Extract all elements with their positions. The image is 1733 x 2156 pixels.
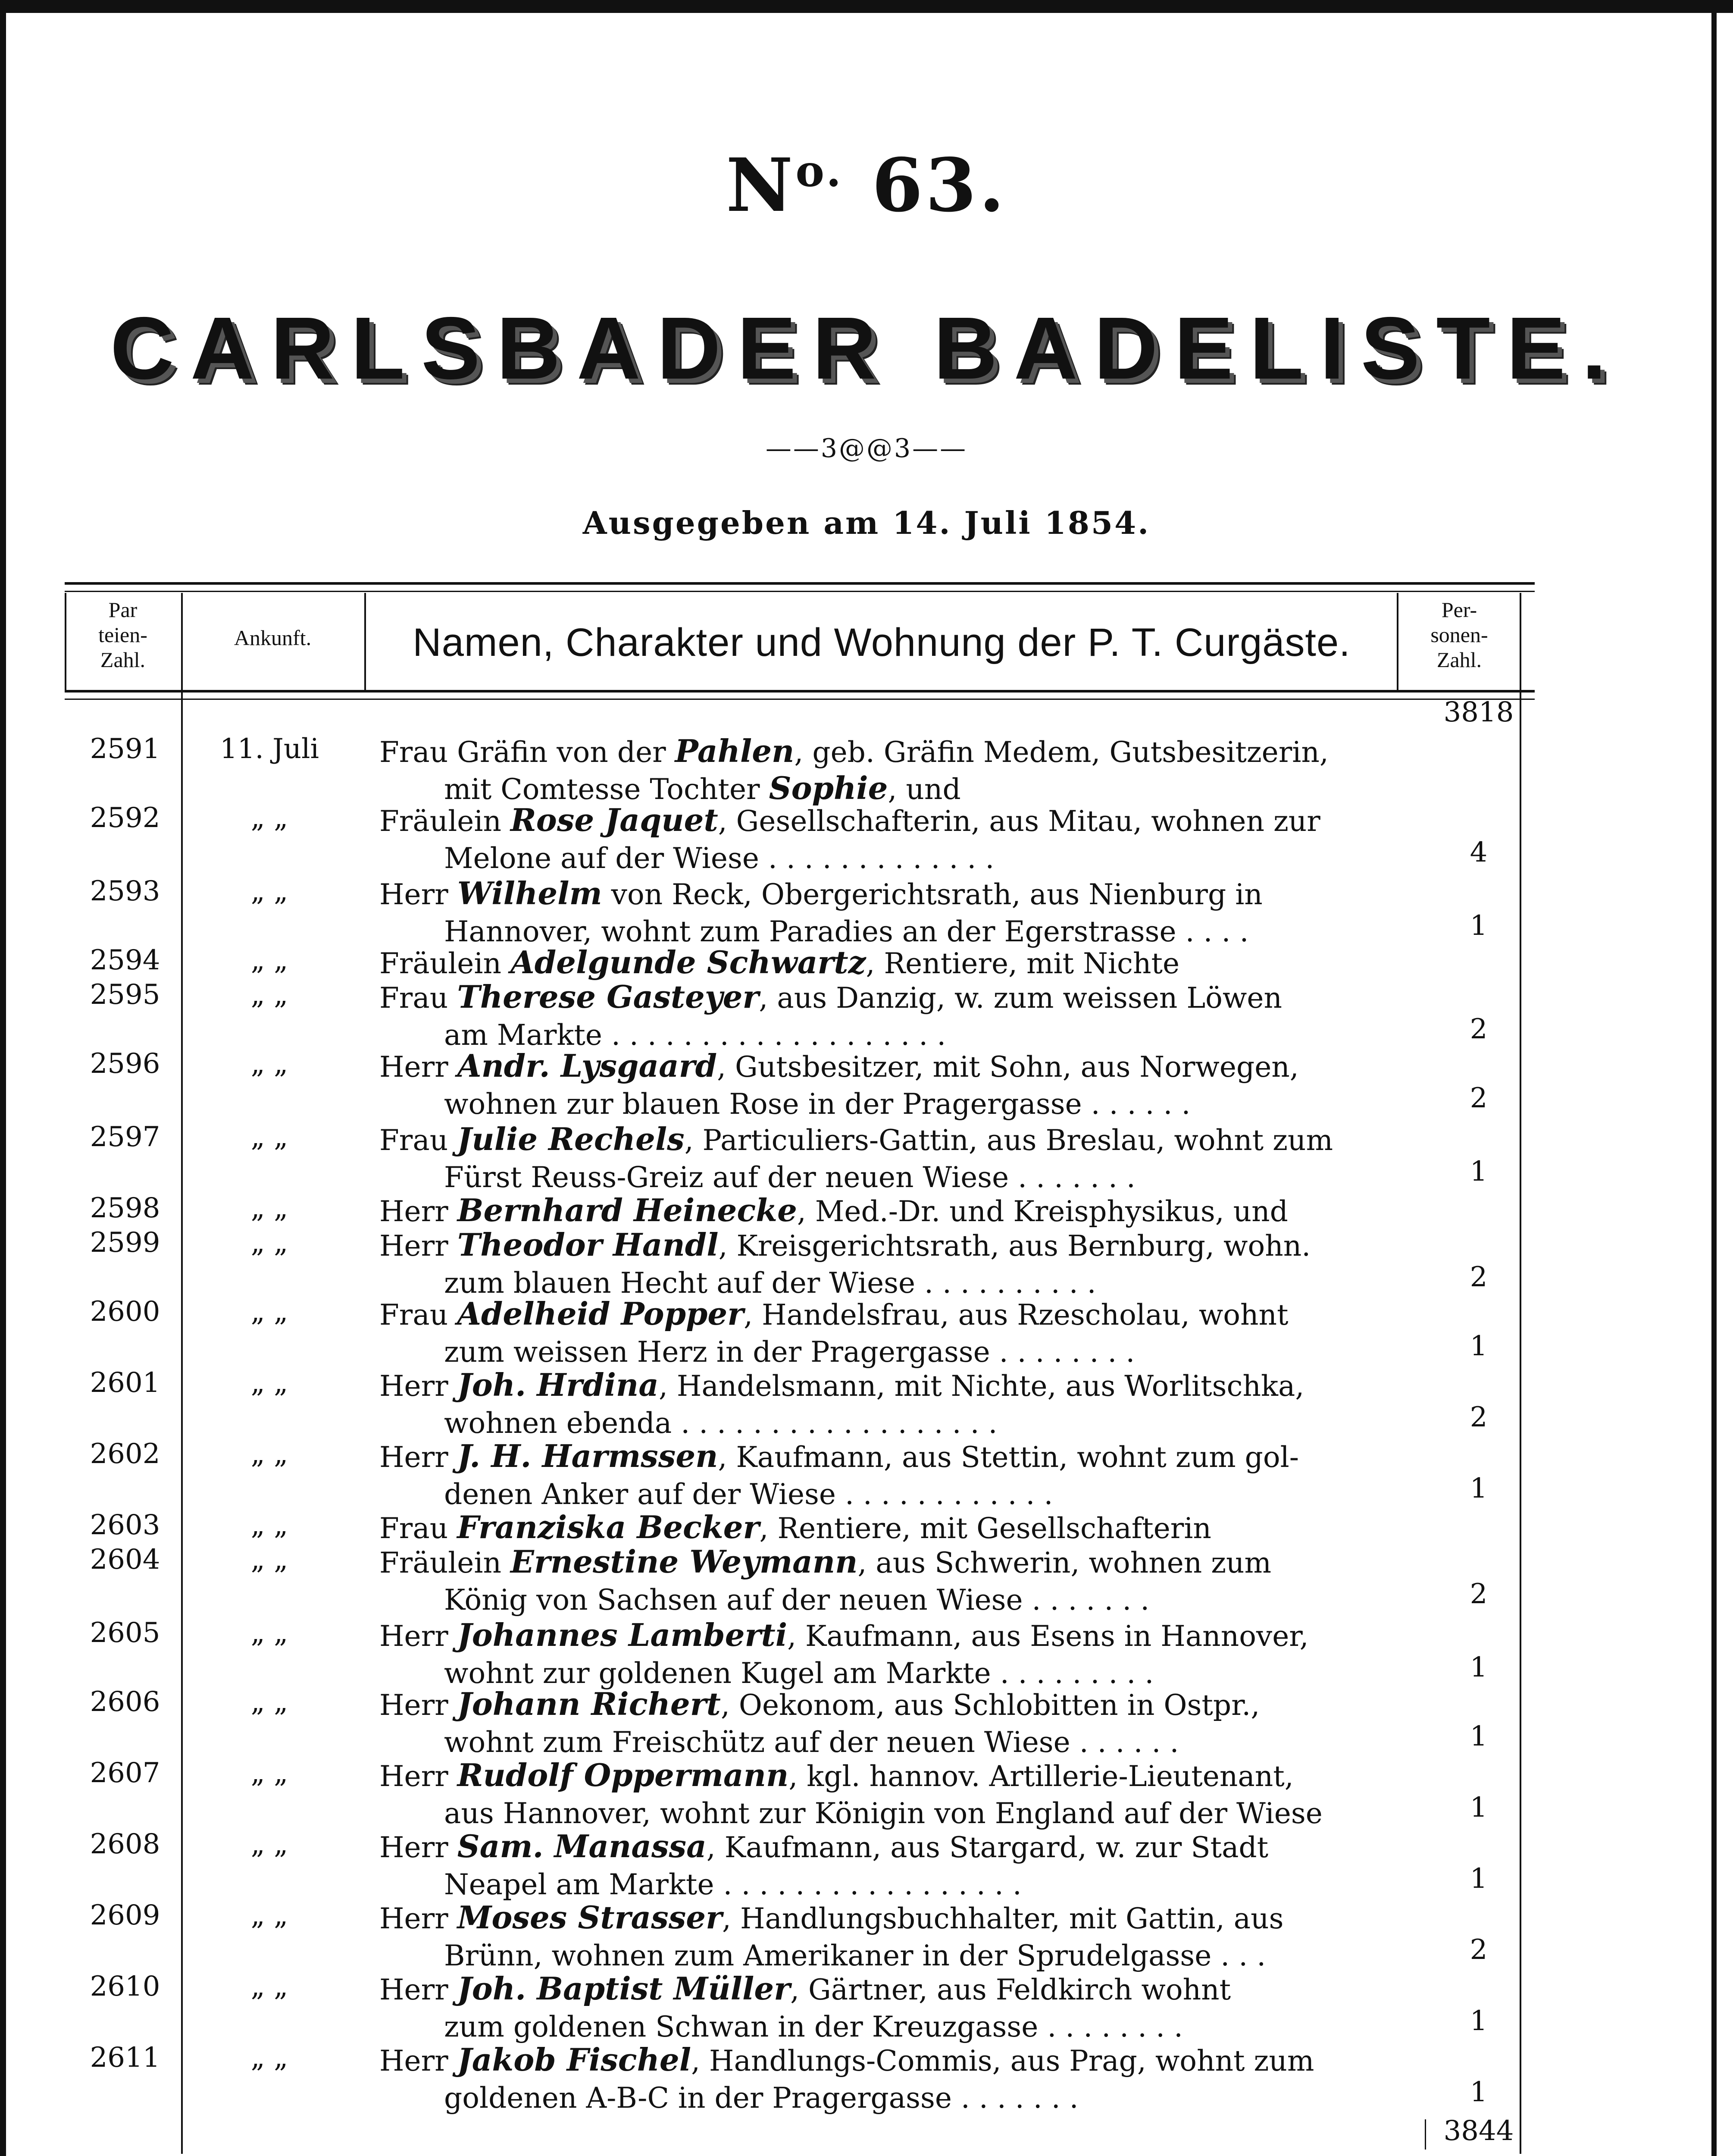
arrival-date: „ „ <box>250 1617 288 1649</box>
arrival-date: „ „ <box>250 1686 288 1718</box>
guest-residence: denen Anker auf der Wiese <box>444 1478 836 1511</box>
guest-description <box>379 875 1371 950</box>
guest-residence: zum weissen Herz in der Pragergasse <box>444 1335 990 1369</box>
person-count: 2 <box>1470 1013 1488 1045</box>
guest-title: Herr <box>379 1831 457 1864</box>
guest-details-line2 <box>379 1404 1371 1441</box>
guest-name: Joh. Baptist Müller <box>457 1970 791 2007</box>
arrival-date: „ „ <box>250 1971 288 2002</box>
guest-title: Frau <box>379 1512 457 1545</box>
guest-details-end: . . . . . . <box>1070 1726 1179 1759</box>
issue-number-value: 63. <box>872 142 1007 229</box>
guest-title: Herr <box>379 1973 457 2006</box>
party-number: 2599 <box>90 1227 160 1259</box>
guest-description <box>379 1296 1371 1370</box>
guest-details-line2 <box>379 1581 1371 1618</box>
guest-title: Herr <box>379 1195 457 1228</box>
issue-date: Ausgegeben am 14. Juli 1854. <box>582 505 1151 541</box>
guest-residence: wohnen ebenda <box>444 1407 672 1440</box>
guest-details-line2 <box>379 1937 1371 1974</box>
arrival-date: „ „ <box>250 1828 288 1860</box>
person-count: 1 <box>1470 1863 1488 1895</box>
guest-description <box>379 1544 1371 1618</box>
person-count: 1 <box>1470 1156 1488 1188</box>
person-count: 1 <box>1470 2076 1488 2108</box>
party-number: 2609 <box>90 1899 160 1931</box>
guest-details: , Gärtner, aus Feldkirch wohnt <box>790 1973 1231 2006</box>
guest-description <box>379 1438 1371 1512</box>
arrival-date: 11. Juli <box>220 733 319 765</box>
party-number: 2611 <box>90 2042 160 2074</box>
arrival-date: „ „ <box>250 1899 288 1931</box>
guest-title: Herr <box>379 1760 457 1793</box>
guest-name: Theodor Handl <box>457 1226 719 1263</box>
guest-description <box>379 802 1371 876</box>
guest-name: Moses Strasser <box>457 1899 723 1936</box>
guest-residence: goldenen A-B-C in der Pragergasse <box>444 2081 952 2115</box>
issue-no-sup: o. <box>795 145 844 197</box>
guest-details: , Kaufmann, aus Stargard, w. zur Stadt <box>706 1831 1269 1864</box>
party-number: 2597 <box>90 1121 160 1153</box>
col-header-persons-l1: Per- <box>1441 598 1477 622</box>
guest-title: Frau <box>379 1124 457 1157</box>
guest-details: von Reck, Obergerichtsrath, aus Nienburg in <box>602 878 1263 911</box>
guest-residence: Brünn, wohnen zum Amerikaner in der Sprudelgasse <box>444 1939 1212 1972</box>
arrival-date: „ „ <box>250 1227 288 1259</box>
col-header-party-l1: Par <box>108 598 138 622</box>
guest-name: Ernestine Weymann <box>510 1543 858 1580</box>
party-number: 2607 <box>90 1757 160 1789</box>
guest-title: Herr <box>379 1229 457 1263</box>
table-right-border <box>1520 593 1521 2154</box>
guest-name: Wilhelm <box>457 875 602 912</box>
table-header-rule <box>65 690 1535 693</box>
guest-details: , Kaufmann, aus Stettin, wohnt zum gol- <box>718 1441 1299 1474</box>
guest-name: Julie Rechels <box>457 1121 685 1157</box>
guest-title: Frau <box>379 981 457 1015</box>
guest-name-2: Sophie <box>769 770 888 806</box>
party-number: 2603 <box>90 1509 160 1541</box>
party-number: 2610 <box>90 1971 160 2002</box>
arrival-date: „ „ <box>250 1121 288 1153</box>
guest-description <box>379 1509 1371 1546</box>
guest-details-line2 <box>379 2008 1371 2045</box>
guest-name: Jakob Fischel <box>457 2041 691 2078</box>
carry-total: 3818 <box>1443 696 1514 728</box>
guest-details-end: . . . . <box>1176 915 1249 948</box>
party-number: 2596 <box>90 1048 160 1080</box>
col-header-names: Namen, Charakter und Wohnung der P. T. Curgäste. <box>413 620 1351 664</box>
person-count: 2 <box>1470 1261 1488 1293</box>
party-number: 2598 <box>90 1192 160 1224</box>
guest-name: Rose Jaquet <box>510 802 718 838</box>
guest-description <box>379 1121 1371 1195</box>
guest-residence: mit Comtesse Tochter <box>444 773 769 806</box>
guest-residence: am Markte <box>444 1018 602 1052</box>
guest-details-line2 <box>379 1475 1371 1512</box>
arrival-date: „ „ <box>250 875 288 907</box>
arrival-date: „ „ <box>250 1296 288 1328</box>
guest-description <box>379 2042 1371 2116</box>
guest-title: Frau <box>379 1298 457 1332</box>
arrival-date: „ „ <box>250 1438 288 1470</box>
person-count: 1 <box>1470 1792 1488 1824</box>
guest-details: , Kreisgerichtsrath, aus Bernburg, wohn. <box>718 1229 1311 1263</box>
person-count: 1 <box>1470 1330 1488 1362</box>
guest-details: , aus Schwerin, wohnen zum <box>857 1546 1272 1579</box>
guest-details: , Gesellschafterin, aus Mitau, wohnen zur <box>718 805 1320 838</box>
guest-residence: Hannover, wohnt zum Paradies an der Egerstrasse <box>444 915 1176 948</box>
guest-title: Herr <box>379 1441 457 1474</box>
party-number: 2604 <box>90 1544 160 1576</box>
guest-title: Frau Gräfin von der <box>379 736 675 769</box>
col-divider-2 <box>364 593 366 692</box>
guest-details-end: . . . . . . . . . . . . . <box>759 842 995 875</box>
guest-name: Johannes Lamberti <box>457 1617 788 1653</box>
guest-description <box>379 979 1371 1053</box>
guest-name: Adelheid Popper <box>457 1295 744 1332</box>
guest-residence: aus Hannover, wohnt zur Königin von England auf der Wiese <box>444 1797 1323 1830</box>
guest-title: Herr <box>379 2044 457 2078</box>
guest-description <box>379 1686 1371 1760</box>
arrival-date: „ „ <box>250 1544 288 1576</box>
guest-details-end: . . . . . . . . . . . . . . . . . . . <box>602 1018 946 1052</box>
arrival-date: „ „ <box>250 979 288 1011</box>
party-number: 2600 <box>90 1296 160 1328</box>
guest-details: , Handelsfrau, aus Rzescholau, wohnt <box>744 1298 1289 1332</box>
guest-residence: zum goldenen Schwan in der Kreuzgasse <box>444 2010 1039 2043</box>
party-number: 2605 <box>90 1617 160 1649</box>
col-header-persons <box>1401 597 1517 672</box>
guest-details-line2 <box>379 1158 1371 1195</box>
col-divider-3 <box>1397 593 1398 692</box>
guest-description <box>379 944 1371 981</box>
guest-title: Herr <box>379 1620 457 1653</box>
guest-details-end: . . . <box>1211 1939 1266 1972</box>
guest-details: , Handlungs-Commis, aus Prag, wohnt zum <box>691 2044 1314 2078</box>
guest-details-end: . . . . . . . . . . <box>915 1266 1096 1300</box>
guest-name: Andr. Lysgaard <box>457 1047 717 1084</box>
guest-name: Bernhard Heinecke <box>457 1192 797 1228</box>
guest-title: Herr <box>379 1369 457 1403</box>
guest-title: Herr <box>379 1689 457 1722</box>
person-count: 1 <box>1470 910 1488 942</box>
guest-description <box>379 1757 1371 1831</box>
guest-details-line2 <box>379 1865 1371 1902</box>
guest-details: , Rentiere, mit Gesellschafterin <box>759 1512 1211 1545</box>
guest-details-line2 <box>379 1794 1371 1831</box>
table-header-rule-thin <box>65 699 1535 700</box>
party-number: 2606 <box>90 1686 160 1718</box>
page-title: CARLSBADER BADELISTE. <box>110 299 1623 398</box>
party-number: 2595 <box>90 979 160 1011</box>
arrival-date: „ „ <box>250 1509 288 1541</box>
guest-description <box>379 1899 1371 1974</box>
guest-name: Therese Gasteyer <box>457 978 759 1015</box>
guest-description <box>379 733 1371 807</box>
arrival-date: „ „ <box>250 802 288 834</box>
party-number: 2593 <box>90 875 160 907</box>
arrival-date: „ „ <box>250 1367 288 1399</box>
party-number: 2592 <box>90 802 160 834</box>
table-left-border <box>65 593 66 692</box>
guest-details-end: . . . . . . . . . . . . . . . . . <box>714 1868 1022 1901</box>
guest-details: , geb. Gräfin Medem, Gutsbesitzerin, <box>794 736 1329 769</box>
guest-details: , Med.-Dr. und Kreisphysikus, und <box>797 1195 1288 1228</box>
guest-details-end: , und <box>888 773 961 806</box>
final-total-mark <box>1425 2119 1426 2150</box>
issue-no-label: N <box>726 142 796 229</box>
guest-details-end: . . . . . . . <box>1009 1161 1136 1194</box>
guest-details-end: . . . . . . . <box>951 2081 1079 2115</box>
guest-name: Pahlen <box>675 733 795 769</box>
guest-details: , Gutsbesitzer, mit Sohn, aus Norwegen, <box>717 1050 1299 1084</box>
col-header-persons-l3: Zahl. <box>1436 648 1482 672</box>
issue-number <box>0 142 1733 229</box>
guest-details-end: . . . . . . . . . . . . . . . . . . <box>672 1407 998 1440</box>
guest-details-end: . . . . . . . . <box>1038 2010 1183 2043</box>
col-header-arrival: Ankunft. <box>234 626 312 650</box>
guest-details-end: . . . . . . . . <box>990 1335 1135 1369</box>
party-number: 2601 <box>90 1367 160 1399</box>
guest-title: Herr <box>379 878 457 911</box>
guest-title: Herr <box>379 1902 457 1935</box>
guest-details-end: . . . . . . . . . <box>991 1657 1154 1690</box>
person-count: 1 <box>1470 2005 1488 2037</box>
guest-residence: Fürst Reuss-Greiz auf der neuen Wiese <box>444 1161 1009 1194</box>
guest-name: Johann Richert <box>457 1686 721 1722</box>
person-count: 4 <box>1470 837 1488 868</box>
guest-residence: Neapel am Markte <box>444 1868 714 1901</box>
party-number: 2594 <box>90 944 160 976</box>
arrival-date: „ „ <box>250 1757 288 1789</box>
guest-details: , Handlungsbuchhalter, mit Gattin, aus <box>722 1902 1284 1935</box>
guest-details-line2 <box>379 839 1371 876</box>
col-header-party-l3: Zahl. <box>100 648 146 672</box>
party-number: 2602 <box>90 1438 160 1470</box>
arrival-date: „ „ <box>250 944 288 976</box>
guest-description <box>379 1227 1371 1301</box>
guest-description <box>379 1048 1371 1122</box>
guest-residence: zum blauen Hecht auf der Wiese <box>444 1266 916 1300</box>
guest-details-end: . . . . . . <box>1082 1087 1191 1121</box>
col-header-party-l2: teien- <box>98 623 147 647</box>
guest-residence: Melone auf der Wiese <box>444 842 759 875</box>
guest-residence: König von Sachsen auf der neuen Wiese <box>444 1583 1023 1617</box>
guest-title: Fräulein <box>379 805 510 838</box>
guest-details-line2 <box>379 1723 1371 1760</box>
guest-details: , Rentiere, mit Nichte <box>866 947 1180 980</box>
person-count: 1 <box>1470 1651 1488 1683</box>
ornament-divider: ——3@@3—— <box>765 433 968 464</box>
guest-name: Franziska Becker <box>457 1509 760 1545</box>
person-count: 1 <box>1470 1720 1488 1752</box>
person-count: 1 <box>1470 1473 1488 1504</box>
party-number: 2608 <box>90 1828 160 1860</box>
guest-description <box>379 1617 1371 1691</box>
page-border-top <box>0 0 1733 13</box>
guest-title: Fräulein <box>379 947 510 980</box>
guest-residence: wohnen zur blauen Rose in der Pragergasse <box>444 1087 1082 1121</box>
guest-title: Fräulein <box>379 1546 510 1579</box>
col-header-party <box>69 597 177 672</box>
guest-name: J. H. Harmssen <box>457 1438 718 1474</box>
arrival-date: „ „ <box>250 1048 288 1080</box>
arrival-date: „ „ <box>250 2042 288 2074</box>
person-count: 2 <box>1470 1934 1488 1966</box>
guest-name: Rudolf Oppermann <box>457 1757 789 1793</box>
table-top-rule-thin <box>65 591 1535 592</box>
table-top-rule <box>65 582 1535 585</box>
guest-details: , Kaufmann, aus Esens in Hannover, <box>787 1620 1309 1653</box>
guest-residence: wohnt zur goldenen Kugel am Markte <box>444 1657 991 1690</box>
guest-name: Sam. Manassa <box>457 1828 707 1865</box>
final-total: 3844 <box>1443 2115 1514 2147</box>
guest-description <box>379 1367 1371 1441</box>
guest-details: , Particuliers-Gattin, aus Breslau, wohnt zum <box>684 1124 1333 1157</box>
person-count: 2 <box>1470 1082 1488 1114</box>
guest-description <box>379 1828 1371 1902</box>
person-count: 2 <box>1470 1578 1488 1610</box>
guest-residence: wohnt zum Freischütz auf der neuen Wiese <box>444 1726 1070 1759</box>
guest-details-line2 <box>379 2079 1371 2116</box>
guest-details: , Handelsmann, mit Nichte, aus Worlitschka, <box>658 1369 1304 1403</box>
guest-details: , Oekonom, aus Schlobitten in Ostpr., <box>720 1689 1260 1722</box>
guest-details: , aus Danzig, w. zum weissen Löwen <box>759 981 1282 1015</box>
guest-details-end: . . . . . . . <box>1023 1583 1150 1617</box>
arrival-date: „ „ <box>250 1192 288 1224</box>
guest-description <box>379 1192 1371 1229</box>
guest-name: Joh. Hrdina <box>457 1366 659 1403</box>
guest-title: Herr <box>379 1050 457 1084</box>
guest-details-line2 <box>379 1085 1371 1122</box>
guest-name: Adelgunde Schwartz <box>510 944 866 981</box>
col-header-persons-l2: sonen- <box>1430 623 1488 647</box>
guest-details-line2 <box>379 1333 1371 1370</box>
guest-details-end: . . . . . . . . . . . . <box>835 1478 1053 1511</box>
person-count: 2 <box>1470 1401 1488 1433</box>
guest-description <box>379 1971 1371 2045</box>
guest-details: , kgl. hannov. Artillerie-Lieutenant, <box>788 1760 1294 1793</box>
party-number: 2591 <box>90 733 160 765</box>
